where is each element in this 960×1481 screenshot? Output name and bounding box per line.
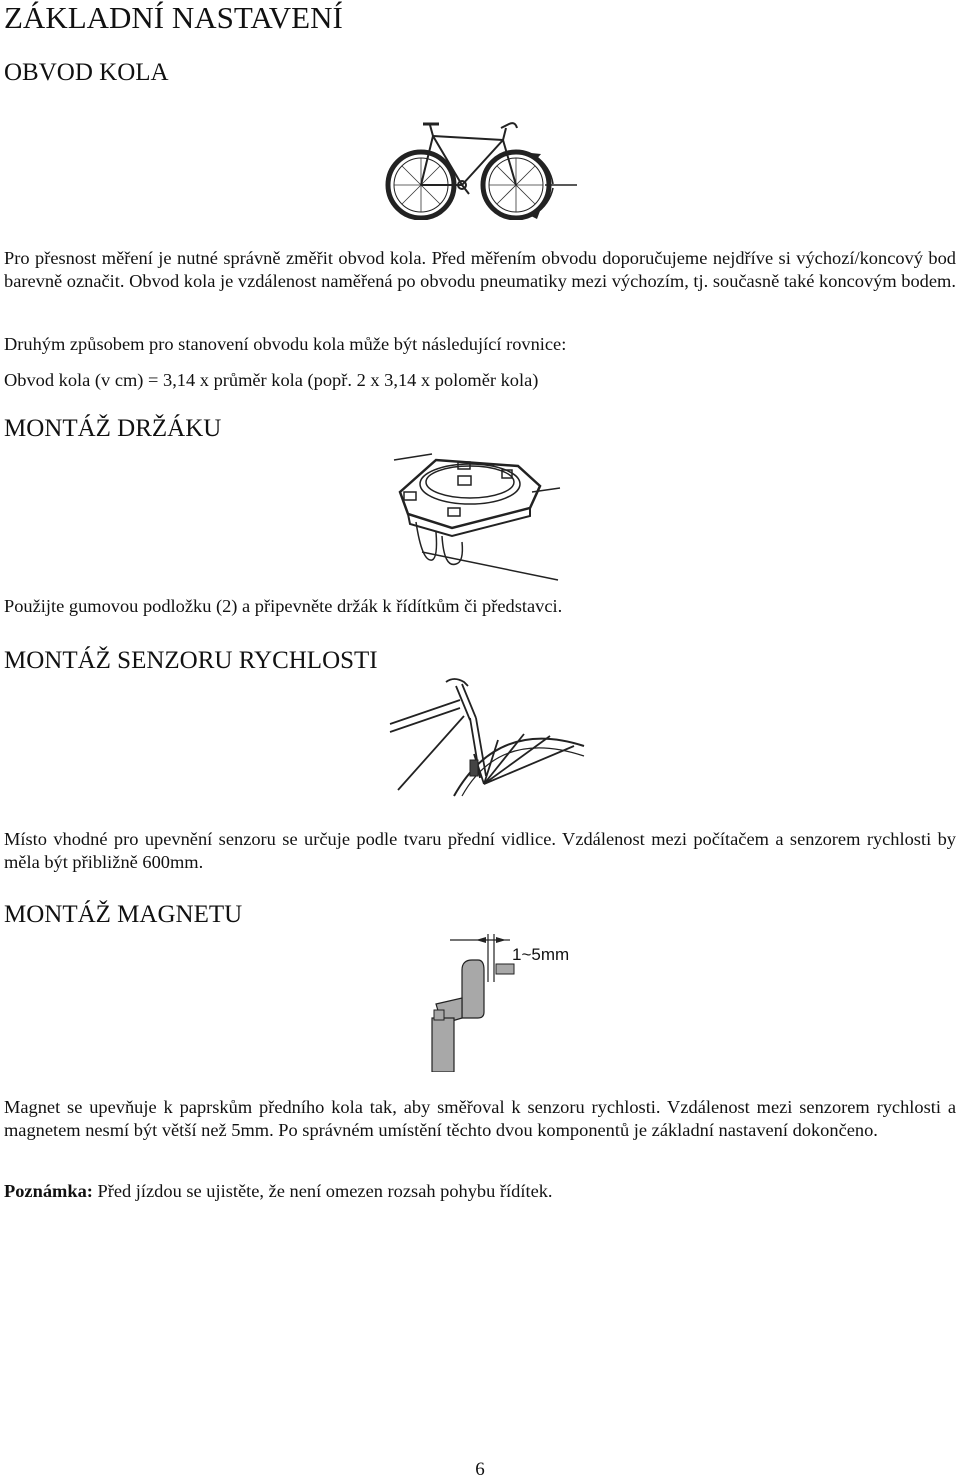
holder-paragraph: Použijte gumovou podložku (2) a připevněte držák k řídítkům či představci. bbox=[4, 596, 563, 616]
wheel-formula: Obvod kola (v cm) = 3,14 x průměr kola (popř. 2 x 3,14 x poloměr kola) bbox=[4, 370, 539, 390]
heading-speed-sensor-mounting: MONTÁŽ SENZORU RYCHLOSTI bbox=[4, 647, 378, 674]
bicycle-illustration bbox=[385, 118, 580, 220]
note-label: Poznámka: bbox=[4, 1181, 93, 1201]
page-number: 6 bbox=[475, 1459, 485, 1480]
magnet-distance-illustration bbox=[416, 932, 576, 1072]
speed-sensor-illustration bbox=[388, 672, 588, 800]
holder-mount-illustration bbox=[392, 452, 562, 586]
wheel-paragraph-1: Pro přesnost měření je nutné správně změřit obvod kola. Před měřením obvodu doporučujeme nejdříve si výchozí/koncový bod barevně označit. Obvod kola je vzdálenost naměřená po obvodu pneumatiky mezi výchozím, tj. současně také koncovým bodem. bbox=[4, 248, 956, 291]
wheel-paragraph-2: Druhým způsobem pro stanovení obvodu kola může být následující rovnice: bbox=[4, 334, 567, 354]
sensor-paragraph: Místo vhodné pro upevnění senzoru se určuje podle tvaru přední vidlice. Vzdálenost mezi počítačem a senzorem rychlosti by měla být přibližně 600mm. bbox=[4, 829, 956, 872]
magnet-paragraph: Magnet se upevňuje k paprskům předního kola tak, aby směřoval k senzoru rychlosti. Vzdálenost mezi senzorem rychlosti a magnetem nesmí být větší než 5mm. Po správném umístění těchto dvou komponentů je základní nastavení dokončeno. bbox=[4, 1097, 956, 1140]
heading-magnet-mounting: MONTÁŽ MAGNETU bbox=[4, 901, 243, 928]
heading-wheel-circumference: OBVOD KOLA bbox=[4, 59, 169, 86]
heading-holder-mounting: MONTÁŽ DRŽÁKU bbox=[4, 415, 222, 442]
page-title: ZÁKLADNÍ NASTAVENÍ bbox=[4, 0, 343, 35]
magnet-gap-label: 1~5mm bbox=[512, 945, 570, 964]
note-text: Před jízdou se ujistěte, že není omezen rozsah pohybu řídítek. bbox=[92, 1181, 553, 1201]
note-paragraph bbox=[4, 1180, 956, 1203]
